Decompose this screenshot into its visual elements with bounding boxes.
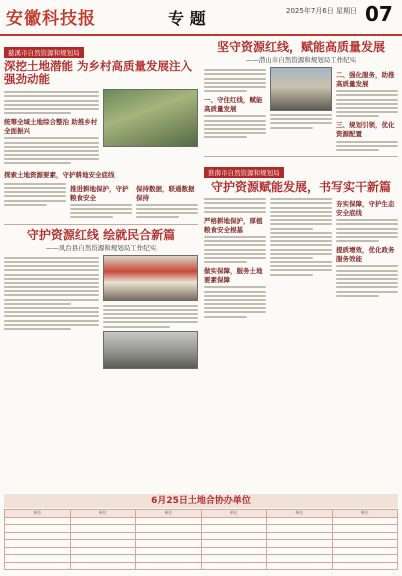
left-subhead-2: 探索土地资源要素，守护耕地安全底线 (4, 170, 115, 179)
right-photo-meeting (270, 67, 332, 111)
table-row (5, 532, 398, 540)
table-header-cell: 单位 (332, 510, 398, 518)
table-row (5, 562, 398, 570)
right-subhead-4: 严格耕地保护，厚植粮食安全根基 (204, 216, 263, 234)
right-subhead-2: 二、强化服务，助推高质量发展 (336, 71, 395, 88)
right-subhead-7: 提质增效，优化政务服务效能 (336, 246, 395, 264)
left-article-col-1 (4, 89, 99, 167)
table-header-row (5, 510, 398, 518)
left-headline: 深挖土地潜能 为乡村高质量发展注入强劲动能 (4, 59, 193, 86)
table-row (5, 547, 398, 555)
left-photo-event (103, 255, 198, 301)
left-headline-2: 守护资源红线 绘就民合新篇 (26, 227, 176, 242)
left-kicker: 慈溪市自然资源和规划局 (4, 47, 84, 58)
right-column (204, 40, 398, 320)
table-row (5, 540, 398, 548)
left-subhead-3: 推进耕地保护，守护粮食安全 (70, 184, 129, 202)
issue-date: 2025年7月6日 星期日 (286, 7, 357, 15)
land-table (4, 509, 398, 570)
left-column (4, 40, 198, 369)
table-title: 6月25日土地合协办单位 (4, 494, 398, 508)
table-header-cell: 单位 (70, 510, 136, 518)
table-row (5, 555, 398, 563)
table-row (5, 517, 398, 525)
left-subhead-1: 统筹全域土地综合整治 助推乡村全面振兴 (4, 118, 98, 136)
table-row (5, 525, 398, 533)
right-subhead-3: 三、规划引领，优化资源配置 (336, 121, 395, 139)
right-headline: 坚守资源红线，赋能高质量发展 (216, 40, 385, 54)
right-kicker: 淮南市自然资源和规划局 (204, 167, 284, 178)
table-header-cell: 单位 (267, 510, 333, 518)
left-photo-fields (103, 89, 198, 147)
right-subhead-line: ——潜山市自然资源和规划局工作纪实 (245, 56, 357, 64)
right-article-body (204, 67, 398, 153)
right-headline-2: 守护资源赋能发展，书写实干新篇 (210, 180, 391, 195)
table-header-cell: 单位 (136, 510, 202, 518)
right-subhead-5: 做实保障，服务土地要素保障 (204, 267, 263, 285)
right-subhead-1: 一、守住红线，赋能高质量发展 (204, 96, 263, 114)
right-subhead-6: 夯实保障，守护生态安全底线 (336, 200, 395, 218)
newspaper-logo: 安徽科技报 (6, 9, 96, 29)
table-header-cell: 单位 (5, 510, 71, 518)
left-subhead-line: ——凤台县自然资源和规划局工作纪实 (45, 243, 157, 252)
section-title: 专 题 (168, 9, 206, 28)
left-photo-block (103, 89, 198, 167)
masthead (0, 0, 402, 36)
table-header-cell: 单位 (201, 510, 267, 518)
left-photo-site (103, 331, 198, 369)
left-article-body (4, 89, 198, 167)
left-article-body-2 (4, 181, 198, 221)
right-article-body-2 (204, 196, 398, 320)
left-subhead-4: 保持数据，联通数据保持 (136, 184, 195, 202)
left-article-body-3 (4, 255, 198, 369)
page-number: 07 (365, 2, 393, 26)
